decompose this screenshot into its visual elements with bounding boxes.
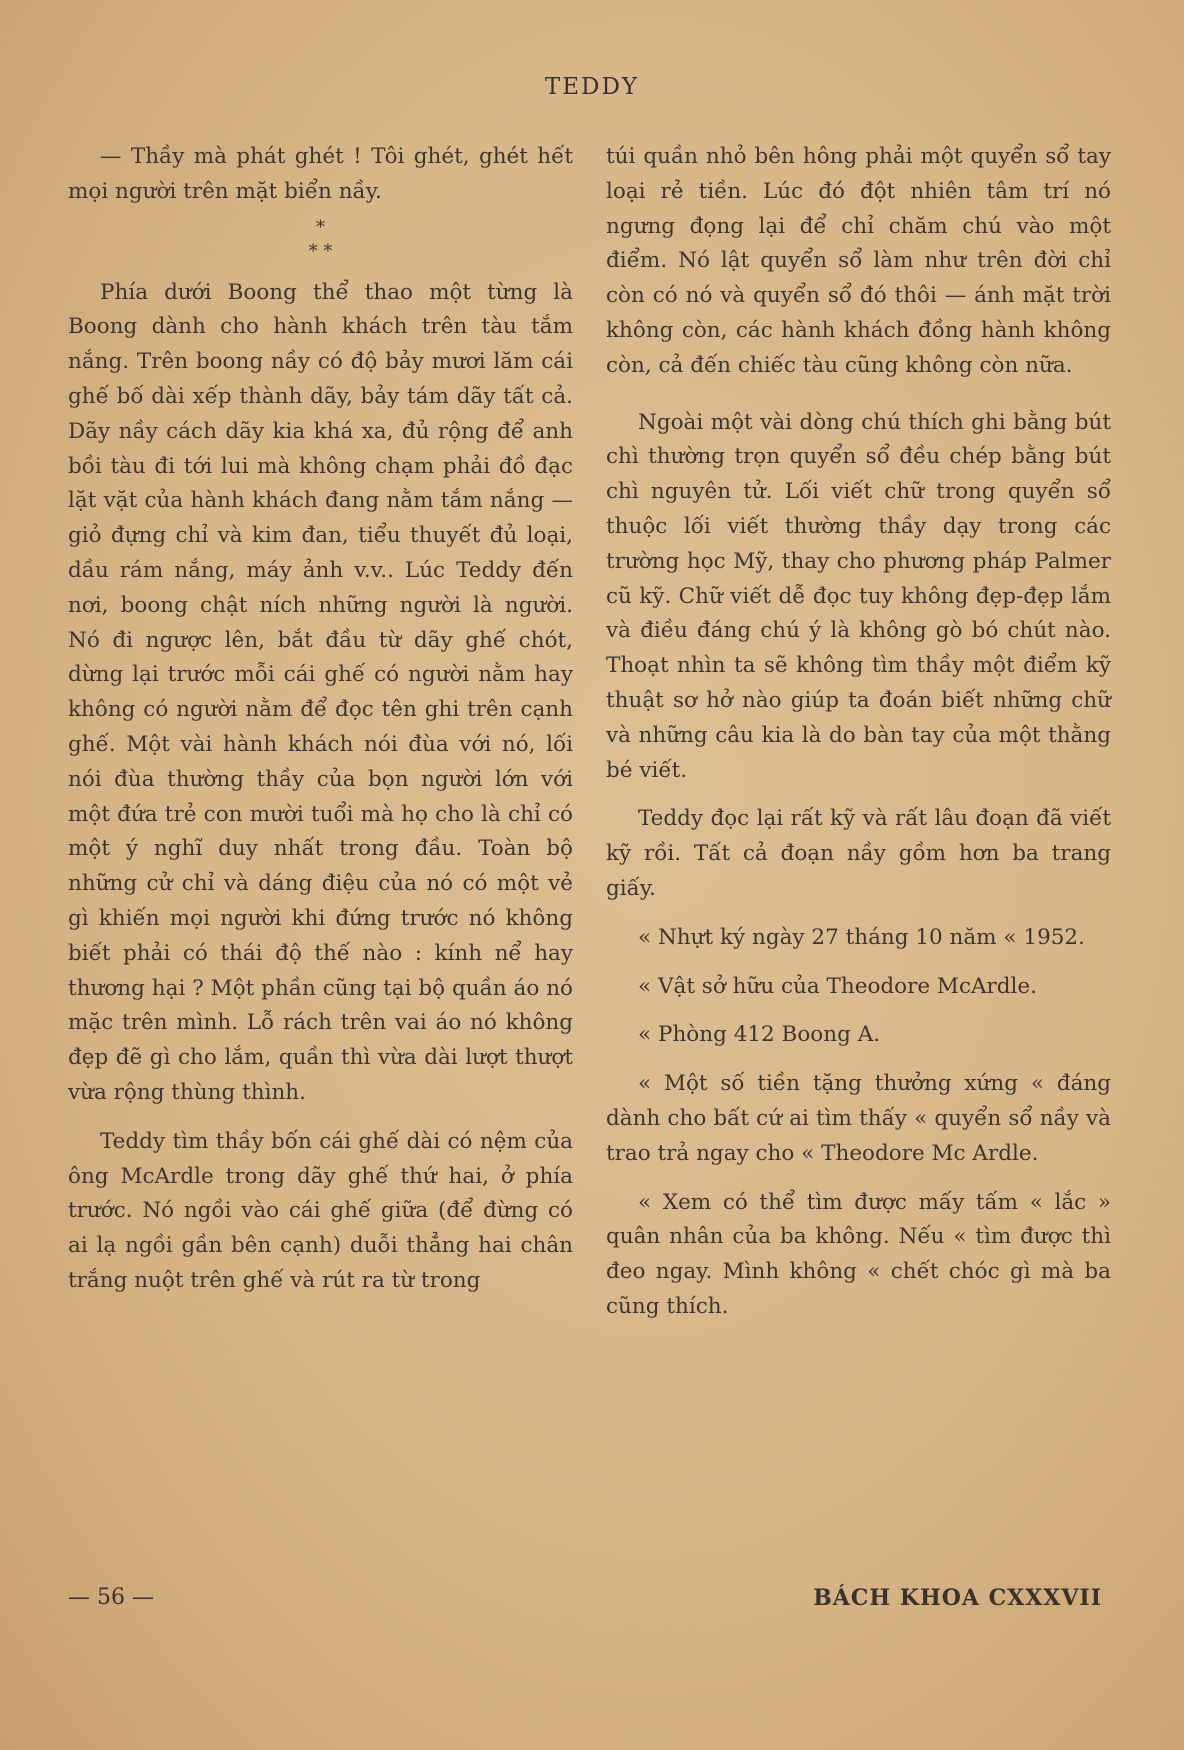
- section-break: [68, 216, 573, 264]
- paragraph: Ngoài một vài dòng chú thích ghi bằng bút chì thường trọn quyển sổ đều chép bằng bút chì nguyên tử. Lối viết chữ trong quyển sổ thuộc lối viết thường thầy dạy trong các trường học Mỹ, thay cho phương pháp Palmer cũ kỹ. Chữ viết dễ đọc tuy không đẹp-đẹp lắm và điều đáng chú ý là không gò bó chút nào. Thoạt nhìn ta sẽ không tìm thầy một điểm kỹ thuật sơ hở nào giúp ta đoán biết những chữ và những câu kia là do bàn tay của một thằng bé viết.: [606, 409, 1111, 783]
- paragraph: Phía dưới Boong thể thao một từng là Boong dành cho hành khách trên tàu tắm nắng. Trên boong nầy có độ bảy mươi lăm cái ghế bố dài xếp thành dãy, bảy tám dãy tất cả. Dãy nầy cách dãy kia khá xa, đủ rộng để anh bồi tàu đi tới lui mà không chạm phải đồ đạc lặt vặt của hành khách đang nằm tắm nắng — giỏ đựng chỉ và kim đan, tiểu thuyết đủ loại, dầu rám nắng, máy ảnh v.v.. Lúc Teddy đến nơi, boong chật ních những người là người. Nó đi ngược lên, bắt đầu từ dãy ghế chót, dừng lại trước mỗi cái ghế có người nằm hay không có người nằm để đọc tên ghi trên cạnh ghế. Một vài hành khách nói đùa với nó, lối nói đùa thường thầy của bọn người lớn với một đứa trẻ con mười tuổi mà họ cho là chỉ có một ý nghĩ duy nhất trong đầu. Toàn bộ những cử chỉ và dáng điệu của nó có một vẻ gì khiến mọi người khi đứng trước nó không biết phải có thái độ thế nào : kính nể hay thương hại ? Một phần cũng tại bộ quần áo nó mặc trên mình. Lỗ rách trên vai áo nó không đẹp đẽ gì cho lắm, quần thì vừa dài lượt thượt vừa rộng thùng thình.: [68, 279, 573, 1105]
- left-column: [68, 140, 573, 1299]
- paragraph: túi quần nhỏ bên hông phải một quyển sổ tay loại rẻ tiền. Lúc đó đột nhiên tâm trí nó ngưng đọng lại để chỉ chăm chú vào một điểm. Nó lật quyển sổ làm như trên đời chỉ còn có nó và quyển sổ đó thôi — ánh mặt trời không còn, các hành khách đồng hành không còn, cả đến chiếc tàu cũng không còn nữa.: [606, 144, 1111, 378]
- paragraph: Teddy tìm thầy bốn cái ghế dài có nệm của ông McArdle trong dãy ghế thứ hai, ở phía trước. Nó ngồi vào cái ghế giữa (để đừng có ai lạ ngồi gần bên cạnh) duỗi thẳng hai chân trắng nuột trên ghế và rút ra từ trong: [68, 1128, 573, 1293]
- journal-line: « Xem có thể tìm được mấy tấm « lắc » quân nhân của ba không. Nếu « tìm được thì đeo ngay. Mình không « chết chóc gì mà ba cũng thích.: [606, 1189, 1111, 1319]
- journal-line: « Vật sở hữu của Theodore McArdle.: [638, 973, 1037, 999]
- journal-line: « Phòng 412 Boong A.: [638, 1022, 881, 1048]
- paragraph: Teddy đọc lại rất kỹ và rất lâu đoạn đã viết kỹ rồi. Tất cả đoạn nầy gồm hơn ba trang giấy.: [606, 806, 1111, 901]
- right-column: [606, 140, 1111, 1325]
- running-head-title: TEDDY: [544, 74, 640, 100]
- journal-line: « Nhựt ký ngày 27 tháng 10 năm « 1952.: [638, 924, 1085, 950]
- paragraph: — Thầy mà phát ghét ! Tôi ghét, ghét hết mọi người trên mặt biển nầy.: [68, 144, 573, 204]
- section-break-star: *: [316, 216, 325, 238]
- journal-line: « Một số tiền tặng thưởng xứng « đáng dành cho bất cứ ai tìm thấy « quyển sổ nầy và trao trả ngay cho « Theodore Mc Ardle.: [606, 1071, 1111, 1166]
- page-number: — 56 —: [68, 1585, 154, 1610]
- section-break-stars: * *: [308, 240, 333, 262]
- publication-name: BÁCH KHOA CXXXVII: [813, 1585, 1102, 1611]
